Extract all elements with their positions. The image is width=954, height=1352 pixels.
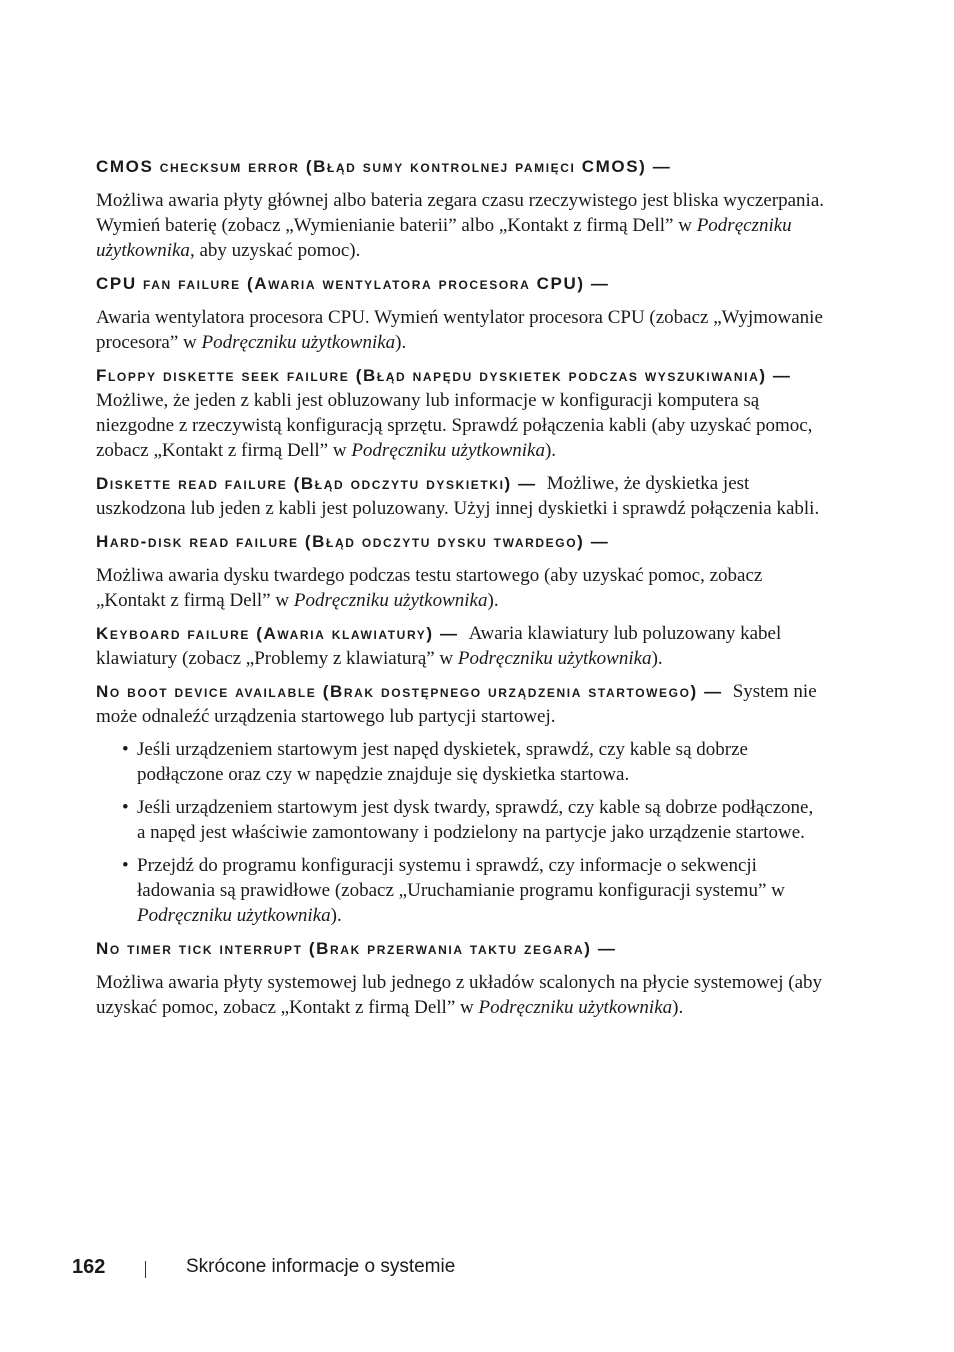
- entry-body: Możliwa awaria dysku twardego podczas testu startowego (aby uzyskać pomoc, zobacz „Kontakt z firmą Dell” w Podręczniku użytkownika).: [96, 565, 763, 611]
- entry-cpu-fan-failure: [96, 271, 826, 355]
- list-item: • Jeśli urządzeniem startowym jest dysk twardy, sprawdź, czy kable są dobrze podłączone, a napęd jest właściwie zamontowany i podzielony na partycje jako urządzenie startowe.: [122, 797, 814, 843]
- entry-cmos-checksum-error: [96, 154, 826, 263]
- entry-body: Awaria wentylatora procesora CPU. Wymień wentylator procesora CPU (zobacz „Wyjmowanie procesora” w Podręczniku użytkownika).: [96, 307, 823, 353]
- page-number: 162: [72, 1256, 106, 1278]
- entry-keyboard-failure: [96, 621, 826, 671]
- entry-body: Keyboard failure (Awaria klawiatury) — Awaria klawiatury lub poluzowany kabel klawiatury (zobacz „Problemy z klawiaturą” w Podręczniku użytkownika).: [96, 623, 782, 669]
- footer-divider: [145, 1261, 146, 1278]
- entry-heading: CMOS checksum error (Błąd sumy kontrolnej pamięci CMOS) —: [96, 157, 672, 176]
- entry-no-boot-device-available: [96, 679, 826, 928]
- bullet-icon: •: [122, 739, 129, 760]
- entry-heading: No boot device available (Brak dostępnego urządzenia startowego) —: [96, 682, 723, 701]
- entry-heading: Hard-disk read failure (Błąd odczytu dysku twardego) —: [96, 532, 610, 551]
- footer-chapter-title: Skrócone informacje o systemie: [186, 1256, 456, 1277]
- bullet-icon: •: [122, 797, 129, 818]
- entry-floppy-diskette-seek-failure: [96, 363, 826, 463]
- entry-heading: No timer tick interrupt (Brak przerwania taktu zegara) —: [96, 939, 617, 958]
- entry-body: Możliwa awaria płyty głównej albo bateria zegara czasu rzeczywistego jest bliska wyczerpania. Wymień baterię (zobacz „Wymienianie baterii” albo „Kontakt z firmą Dell” w Podręczniku użytkownika, aby uzyskać pomoc).: [96, 190, 825, 261]
- entry-diskette-read-failure: [96, 471, 826, 521]
- entry-body: Możliwa awaria płyty systemowej lub jednego z układów scalonych na płycie systemowej (aby uzyskać pomoc, zobacz „Kontakt z firmą Dell” w Podręczniku użytkownika).: [96, 972, 823, 1018]
- entry-body: Floppy diskette seek failure (Błąd napędu dyskietek podczas wyszukiwania) —Możliwe, że jeden z kabli jest obluzowany lub informacje w konfiguracji komputera są niezgodne z rzeczywistą konfiguracją sprzętu. Sprawdź połączenia kabli (aby uzyskać pomoc, zobacz „Kontakt z firmą Dell” w Podręczniku użytkownika).: [96, 366, 813, 461]
- entry-no-timer-tick-interrupt: [96, 936, 826, 1020]
- entry-heading: CPU fan failure (Awaria wentylatora procesora CPU) —: [96, 274, 610, 293]
- entry-heading: Diskette read failure (Błąd odczytu dyskietki) —: [96, 474, 537, 493]
- entry-heading: Keyboard failure (Awaria klawiatury) —: [96, 624, 459, 643]
- entry-heading: Floppy diskette seek failure (Błąd napędu dyskietek podczas wyszukiwania) —: [96, 366, 792, 385]
- list-item: • Przejdź do programu konfiguracji systemu i sprawdź, czy informacje o sekwencji ładowania są prawidłowe (zobacz „Uruchamianie programu konfiguracji systemu” w Podręczniku użytkownika).: [122, 855, 785, 926]
- list-item: • Jeśli urządzeniem startowym jest napęd dyskietek, sprawdź, czy kable są dobrze podłączone oraz czy w napędzie znajduje się dyskietka startowa.: [122, 739, 748, 785]
- bullet-icon: •: [122, 855, 129, 876]
- entry-body: No boot device available (Brak dostępnego urządzenia startowego) — System nie może odnaleźć urządzenia startowego lub partycji startowej.: [96, 681, 817, 727]
- page-footer: [72, 1256, 672, 1284]
- entry-hard-disk-read-failure: [96, 529, 826, 613]
- entry-body: Diskette read failure (Błąd odczytu dyskietki) — Możliwe, że dyskietka jest uszkodzona lub jeden z kabli jest poluzowany. Użyj innej dyskietki i sprawdź połączenia kabli.: [96, 473, 820, 519]
- bullet-list: [96, 737, 826, 928]
- document-body: [96, 154, 826, 1028]
